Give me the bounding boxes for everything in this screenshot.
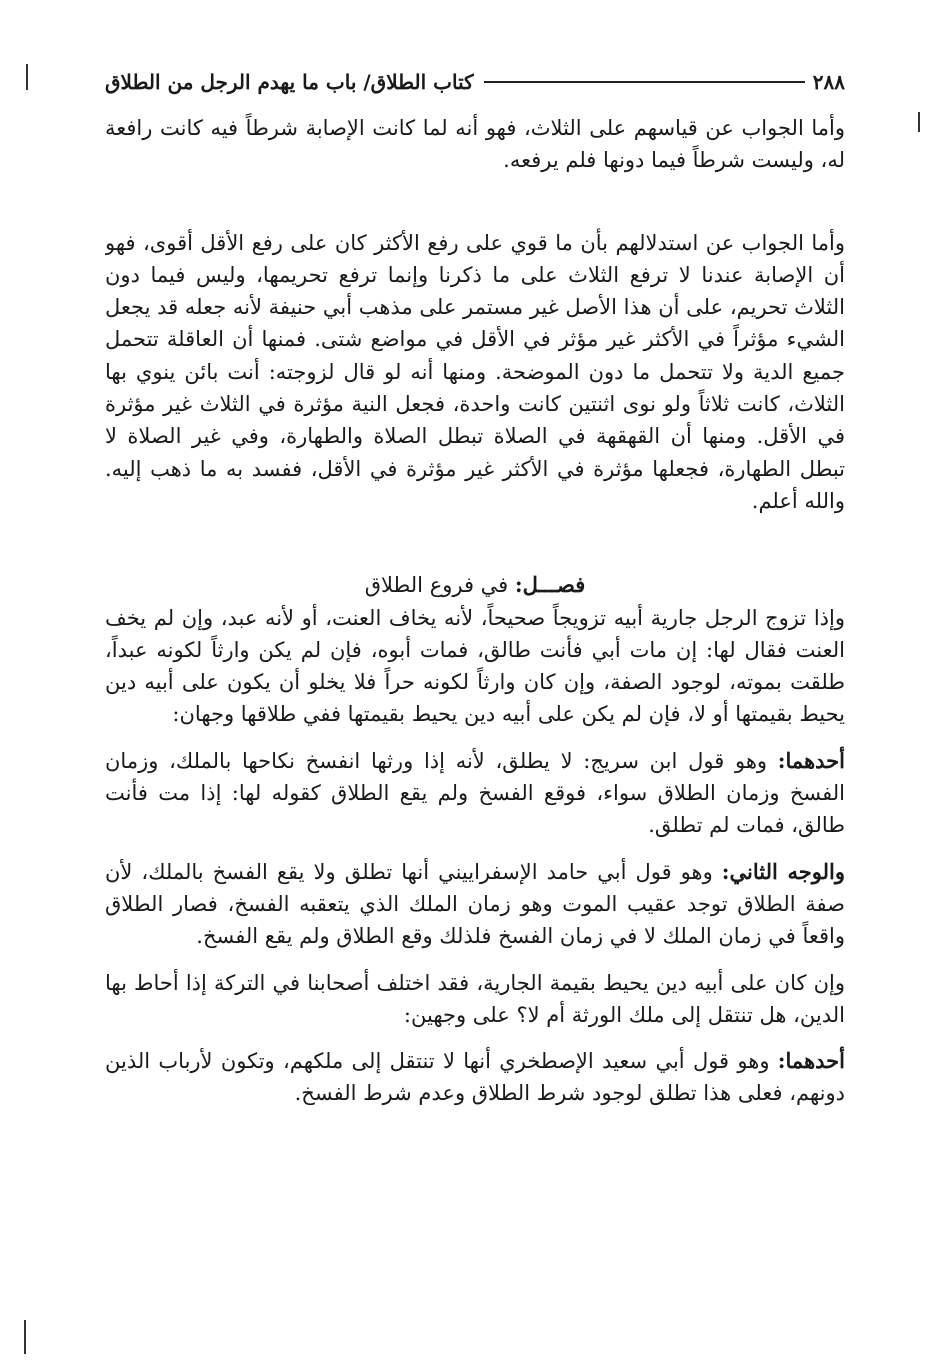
paragraph-body: وهو قول أبي حامد الإسفراييني أنها تطلق ولا يقع الفسخ بالملك، لأن صفة الطلاق توجد عقيب الموت وهو زمان الملك الذي يتعقبه الفسخ، فصار الطلاق واقعاً في زمان الملك لا في زمان الفسخ فلذلك وقع الطلاق ولم يقع الفسخ.	[105, 859, 845, 949]
paragraph	[105, 1045, 845, 1110]
paragraph-lead: أحدهما:	[777, 1048, 845, 1074]
paragraph-lead: والوجه الثاني:	[721, 858, 845, 884]
running-title: كتاب الطلاق/ باب ما يهدم الرجل من الطلاق	[105, 70, 474, 94]
section-label: فصـــل:	[514, 572, 586, 598]
paragraph-lead: أحدهما:	[777, 747, 845, 773]
section-title: في فروع الطلاق	[364, 573, 515, 598]
section-heading	[105, 569, 845, 601]
page-header	[105, 62, 845, 102]
paragraph: وإن كان على أبيه دين يحيط بقيمة الجارية، فقد اختلف أصحابنا في التركة إذا أحاط بها الدين، هل تنتقل إلى ملك الورثة أم لا؟ على وجهين:	[105, 970, 845, 1027]
paragraph: وأما الجواب عن قياسهم على الثلاث، فهو أنه لما كانت الإصابة شرطاً فيه كانت رافعة له، وليست شرطاً فيما دونها فلم يرفعه.	[105, 116, 845, 173]
paragraph: وإذا تزوج الرجل جارية أبيه تزويجاً صحيحاً، لأنه يخاف العنت، أو لأنه عبد، وإن لم يخف العنت فقال لها: إن مات أبي فأنت طالق، فمات أبوه، فإن لم يكن وارثاً لكونه عبداً، طلقت بموته، لوجود الصفة، وإن كان وارثاً لكونه حراً فلا يخلو أن يكون على أبيه دين يحيط بقيمتها أو لا، فإن لم يكن على أبيه دين يحيط بقيمتها ففي طلاقها وجهان:	[105, 605, 845, 727]
header-rule	[484, 81, 805, 83]
scan-edge-mark	[918, 112, 920, 132]
scan-edge-mark	[26, 64, 28, 90]
paragraph	[105, 745, 845, 842]
paragraph: وأما الجواب عن استدلالهم بأن ما قوي على رفع الأكثر كان على رفع الأقل أقوى، فهو أن الإصابة عندنا لا ترفع الثلاث على ما ذكرنا وإنما ترفع تحريمها، وليس فيما دون الثلاث تحريم، على أن هذا الأصل غير مستمر على مذهب أبي حنيفة لأنه جعله قد يجعل الشيء مؤثراً في الأكثر غير مؤثر في الأقل في مواضع شتى. فمنها أن العاقلة تتحمل جميع الدية ولا تتحمل ما دون الموضحة. ومنها أنه لو قال لزوجته: أنت بائن ينوي بها الثلاث، كانت ثلاثاً ولو نوى اثنتين كانت واحدة، فجعل النية مؤثرة في الثلاث غير مؤثرة في الأقل. ومنها أن القهقهة في الصلاة تبطل الصلاة والطهارة، وفي غير الصلاة لا تبطل الطهارة، فجعلها مؤثرة في الأكثر غير مؤثرة في الأقل، ففسد به ما ذهب إليه. والله أعلم.	[105, 230, 845, 513]
paragraph-body: وهو قول أبي سعيد الإصطخري أنها لا تنتقل إلى ملكهم، وتكون لأرباب الذين دونهم، فعلى هذا تطلق لوجود شرط الطلاق وعدم شرط الفسخ.	[105, 1049, 845, 1106]
page-body	[105, 112, 845, 1312]
scan-edge-mark	[24, 1320, 26, 1354]
page-number: ٢٨٨	[812, 70, 845, 94]
paragraph	[105, 856, 845, 953]
paragraph-body: وهو قول ابن سريج: لا يطلق، لأنه إذا ورثها انفسخ نكاحها بالملك، وزمان الفسخ وزمان الطلاق سواء، فوقع الفسخ ولم يقع الطلاق كقوله لها: إذا مت فأنت طالق، فمات لم تطلق.	[105, 748, 845, 838]
